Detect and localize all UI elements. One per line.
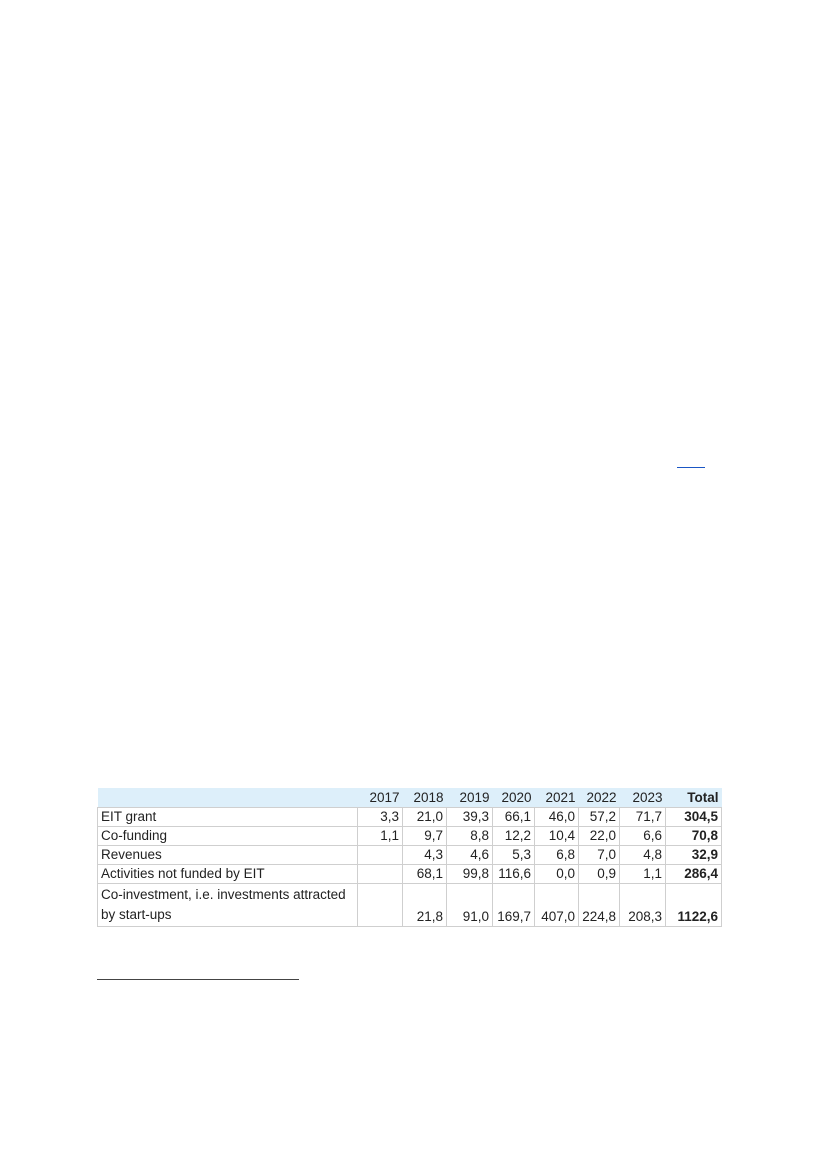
cell-value: 0,0 [535, 864, 579, 883]
cell-value: 68,1 [403, 864, 447, 883]
cell-value [358, 883, 403, 926]
cell-value: 4,8 [620, 845, 666, 864]
cell-value: 116,6 [493, 864, 535, 883]
row-label: Co-investment, i.e. investments attracted by start-ups [98, 883, 358, 926]
cell-value [358, 864, 403, 883]
cell-value: 208,3 [620, 883, 666, 926]
cell-value: 4,6 [447, 845, 493, 864]
header-cell-2018: 2018 [403, 788, 447, 807]
cell-value: 407,0 [535, 883, 579, 926]
table-row [98, 845, 722, 864]
cell-value: 3,3 [358, 807, 403, 826]
row-label: EIT grant [98, 807, 358, 826]
cell-value: 46,0 [535, 807, 579, 826]
table-row [98, 864, 722, 883]
table-row [98, 826, 722, 845]
header-cell-2023: 2023 [620, 788, 666, 807]
table-row [98, 883, 722, 926]
header-cell-label [98, 788, 358, 807]
cell-value: 1,1 [620, 864, 666, 883]
cell-value: 57,2 [579, 807, 620, 826]
funding-table [97, 788, 722, 927]
header-cell-2017: 2017 [358, 788, 403, 807]
cell-value: 4,3 [403, 845, 447, 864]
cell-value [358, 845, 403, 864]
cell-total: 70,8 [666, 826, 722, 845]
table-header-row [98, 788, 722, 807]
cell-value: 71,7 [620, 807, 666, 826]
header-cell-2022: 2022 [579, 788, 620, 807]
cell-value: 1,1 [358, 826, 403, 845]
cell-value: 21,0 [403, 807, 447, 826]
cell-value: 22,0 [579, 826, 620, 845]
cell-value: 5,3 [493, 845, 535, 864]
cell-total: 304,5 [666, 807, 722, 826]
header-cell-2019: 2019 [447, 788, 493, 807]
row-label: Activities not funded by EIT [98, 864, 358, 883]
footnote-separator [97, 979, 299, 980]
cell-value: 169,7 [493, 883, 535, 926]
cell-value: 8,8 [447, 826, 493, 845]
cell-value: 66,1 [493, 807, 535, 826]
row-label: Revenues [98, 845, 358, 864]
cell-value: 6,8 [535, 845, 579, 864]
cell-value: 21,8 [403, 883, 447, 926]
cell-value: 12,2 [493, 826, 535, 845]
cell-value: 99,8 [447, 864, 493, 883]
footnote-reference-link[interactable] [677, 467, 705, 468]
cell-total: 32,9 [666, 845, 722, 864]
cell-value: 10,4 [535, 826, 579, 845]
header-cell-total: Total [666, 788, 722, 807]
cell-total: 1122,6 [666, 883, 722, 926]
cell-value: 224,8 [579, 883, 620, 926]
cell-value: 39,3 [447, 807, 493, 826]
cell-value: 6,6 [620, 826, 666, 845]
row-label: Co-funding [98, 826, 358, 845]
cell-value: 7,0 [579, 845, 620, 864]
cell-total: 286,4 [666, 864, 722, 883]
cell-value: 0,9 [579, 864, 620, 883]
cell-value: 9,7 [403, 826, 447, 845]
cell-value: 91,0 [447, 883, 493, 926]
header-cell-2020: 2020 [493, 788, 535, 807]
header-cell-2021: 2021 [535, 788, 579, 807]
table-row [98, 807, 722, 826]
